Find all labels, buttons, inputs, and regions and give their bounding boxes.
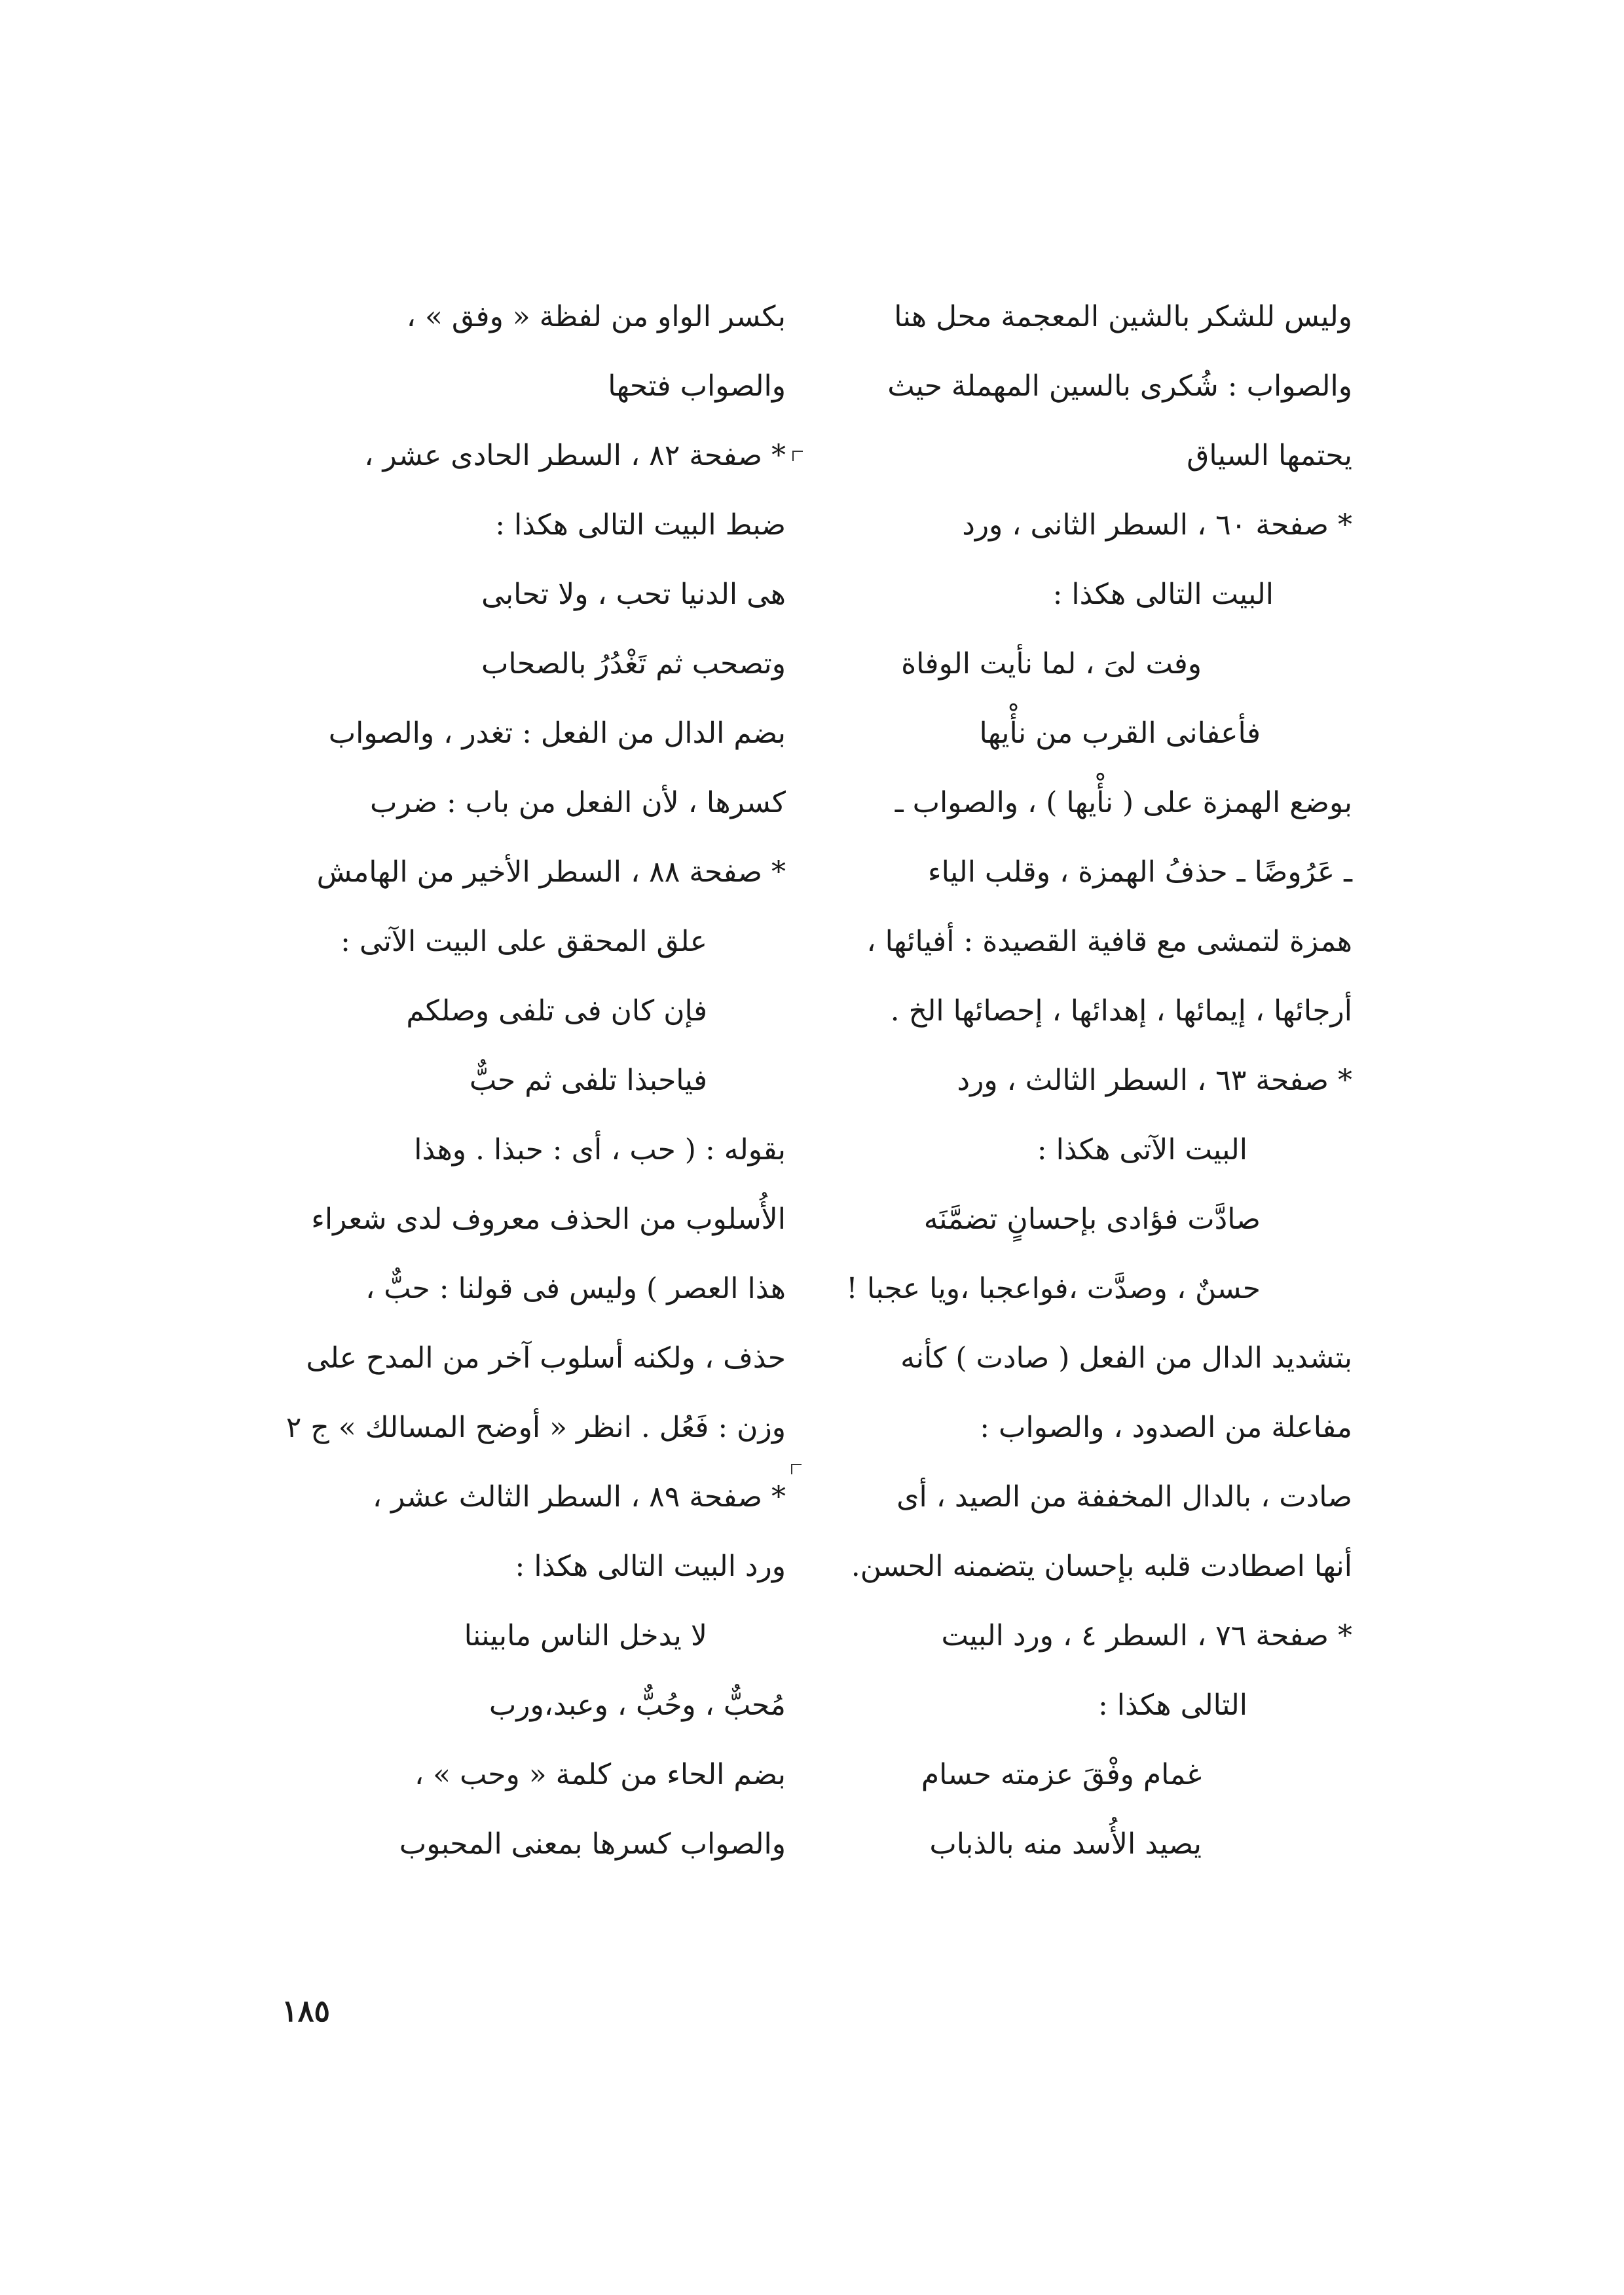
text-line: ضبط البيت التالى هكذا : <box>495 508 786 542</box>
entry-heading: * صفحة ٨٢ ، السطر الحادى عشر ، <box>364 439 786 472</box>
verse-line: فإن كان فى تلفى وصلكم <box>406 994 707 1028</box>
text-line: حذف ، ولكنه أسلوب آخر من المدح على <box>306 1341 786 1375</box>
text-line: مفاعلة من الصدود ، والصواب : <box>980 1411 1352 1444</box>
page-number: ١٨٥ <box>282 1993 331 2028</box>
verse-line: غمام وفْقَ عزمته حسام <box>921 1758 1202 1791</box>
text-line: التالى هكذا : <box>1098 1689 1247 1722</box>
text-line: بضم الحاء من كلمة « وحب » ، <box>414 1758 786 1791</box>
entry-heading: * صفحة ٨٩ ، السطر الثالث عشر ، <box>372 1480 786 1514</box>
text-line: كسرها ، لأن الفعل من باب : ضرب <box>369 786 786 819</box>
margin-mark <box>792 451 803 461</box>
text-line: بتشديد الدال من الفعل ( صادت ) كأنه <box>900 1341 1352 1375</box>
verse-line: وتصحب ثم تَغْدُرُ بالصحاب <box>481 647 786 681</box>
text-line: والصواب : شُكرى بالسين المهملة حيث <box>887 369 1352 403</box>
left-column <box>262 298 786 1895</box>
verse-line: هى الدنيا تحب ، ولا تحابى <box>481 578 786 611</box>
text-line: ـ عَرُوضًا ـ حذفُ الهمزة ، وقلب الياء <box>927 855 1352 889</box>
text-line: البيت التالى هكذا : <box>1052 578 1274 611</box>
text-line: وليس للشكر بالشين المعجمة محل هنا <box>894 300 1352 333</box>
text-line: والصواب كسرها بمعنى المحبوب <box>399 1827 786 1861</box>
text-line: بكسر الواو من لفظة « وفق » ، <box>406 300 786 333</box>
right-column <box>841 298 1352 1895</box>
margin-mark <box>791 1464 802 1474</box>
text-line: ورد البيت التالى هكذا : <box>515 1550 786 1583</box>
text-line: بضم الدال من الفعل : تغدر ، والصواب <box>328 717 786 750</box>
text-line: بقوله : ( حب ، أى : حبذا . وهذا <box>414 1133 786 1166</box>
entry-heading: * صفحة ٨٨ ، السطر الأخير من الهامش <box>316 855 786 889</box>
text-line: علق المحقق على البيت الآتى : <box>341 925 707 958</box>
text-line: صادت ، بالدال المخففة من الصيد ، أى <box>896 1480 1352 1514</box>
text-line: الأُسلوب من الحذف معروف لدى شعراء <box>311 1203 786 1236</box>
verse-line: مُحبٌّ ، وحُبٌّ ، وعبد،ورب <box>489 1689 786 1722</box>
text-line: البيت الآتى هكذا : <box>1037 1133 1247 1166</box>
verse-line: فياحبذا تلفى ثم حبٌّ <box>469 1064 707 1097</box>
entry-heading: * صفحة ٧٦ ، السطر ٤ ، ورد البيت <box>941 1619 1352 1652</box>
text-line: يحتمها السياق <box>1187 439 1352 472</box>
text-line: هذا العصر ) وليس فى قولنا : حبٌّ ، <box>365 1272 786 1305</box>
text-line: همزة لتمشى مع قافية القصيدة : أفيائها ، <box>866 925 1352 958</box>
verse-line: حسنٌ ، وصدَّت ،فواعجبا ،ويا عجبا ! <box>846 1272 1261 1305</box>
text-line: وزن : فَعُل . انظر « أوضح المسالك » ج ٢ <box>286 1411 786 1444</box>
text-line: بوضع الهمزة على ( نأْيها ) ، والصواب ـ <box>895 786 1352 819</box>
text-line: والصواب فتحها <box>608 369 786 403</box>
text-line: أنها اصطادت قلبه بإحسان يتضمنه الحسن. <box>851 1550 1352 1583</box>
verse-line: لا يدخل الناس مابيننا <box>464 1619 707 1652</box>
verse-line: وفت لىَ ، لما نأيت الوفاة <box>901 647 1202 681</box>
text-line: أرجائها ، إيمائها ، إهدائها ، إحصائها الخ . <box>890 994 1352 1028</box>
verse-line: فأعفانى القرب من نأْيها <box>979 717 1261 750</box>
verse-line: صادَّت فؤادى بإحسانٍ تضمَّنَه <box>923 1203 1261 1236</box>
entry-heading: * صفحة ٦٣ ، السطر الثالث ، ورد <box>957 1064 1352 1097</box>
verse-line: يصيد الأُسد منه بالذباب <box>929 1827 1202 1861</box>
entry-heading: * صفحة ٦٠ ، السطر الثانى ، ورد <box>962 508 1352 542</box>
